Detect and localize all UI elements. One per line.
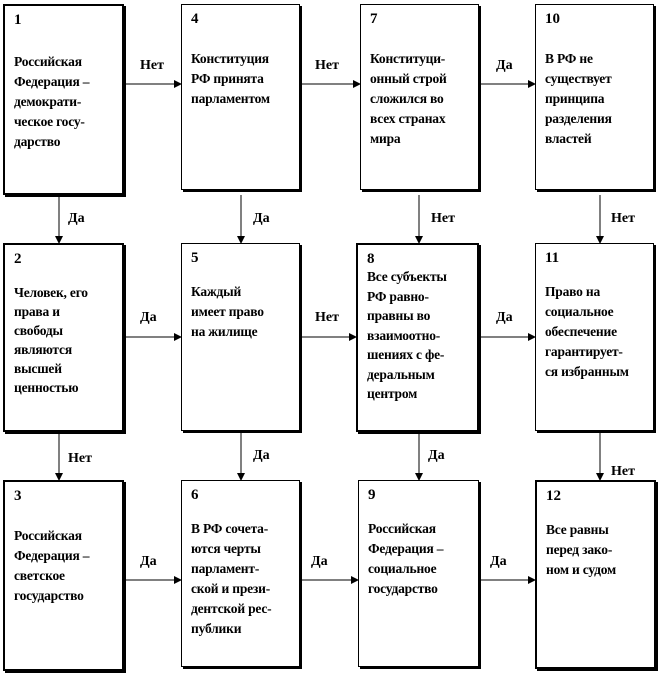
box-5-number: 5 bbox=[191, 250, 199, 266]
box-9 bbox=[358, 480, 479, 667]
box-6 bbox=[181, 480, 300, 667]
box-3-text: Российская Федерация – светское государство bbox=[14, 528, 90, 603]
box-8-text: Все субъекты РФ равно- правны во взаимоотно- шениях с фе- деральным центром bbox=[367, 269, 447, 401]
box-9-number: 9 bbox=[368, 487, 376, 503]
label-2-3: Нет bbox=[68, 451, 92, 466]
label-7-8: Нет bbox=[431, 211, 455, 226]
box-7 bbox=[360, 4, 479, 190]
label-5-8: Нет bbox=[315, 310, 339, 325]
box-3-number: 3 bbox=[14, 488, 22, 504]
box-4-text: Конституция РФ принята парламентом bbox=[191, 51, 270, 106]
box-2-number: 2 bbox=[14, 251, 22, 267]
box-12 bbox=[535, 480, 656, 669]
box-4-number: 4 bbox=[191, 11, 199, 27]
label-7-10: Да bbox=[496, 58, 513, 73]
box-12-text: Все равны перед зако- ном и судом bbox=[546, 522, 617, 577]
box-10-text: В РФ не существует принципа разделения властей bbox=[545, 51, 612, 146]
box-2-text: Человек, его права и свободы являются высшей ценностью bbox=[14, 285, 88, 395]
box-1 bbox=[3, 4, 124, 195]
label-4-7: Нет bbox=[315, 58, 339, 73]
label-11-12: Нет bbox=[611, 464, 635, 479]
box-5-text: Каждый имеет право на жилище bbox=[191, 284, 264, 339]
box-11-text: Право на социальное обеспечение гарантирует- ся избранным bbox=[545, 284, 629, 379]
box-7-number: 7 bbox=[370, 11, 378, 27]
box-4 bbox=[181, 4, 300, 190]
box-8-number: 8 bbox=[367, 251, 375, 267]
box-6-text: В РФ сочета- ются черты парламент- ской и прези- дентской рес- публики bbox=[191, 521, 272, 636]
box-10-number: 10 bbox=[545, 11, 560, 27]
box-9-text: Российская Федерация – социальное государство bbox=[368, 521, 444, 596]
box-6-number: 6 bbox=[191, 487, 199, 503]
box-11 bbox=[535, 243, 654, 431]
box-8 bbox=[356, 243, 479, 432]
box-11-number: 11 bbox=[545, 250, 560, 266]
box-5 bbox=[181, 243, 300, 431]
label-8-11: Да bbox=[496, 310, 513, 325]
box-2 bbox=[3, 243, 124, 432]
label-8-9: Да bbox=[428, 448, 445, 463]
box-10 bbox=[535, 4, 654, 190]
box-3 bbox=[3, 480, 124, 671]
label-6-9: Да bbox=[311, 554, 328, 569]
box-12-number: 12 bbox=[546, 488, 561, 504]
box-7-text: Конституци- онный строй сложился во всех странах мира bbox=[370, 51, 447, 146]
label-5-6: Да bbox=[253, 448, 270, 463]
box-1-text: Российская Федерация – демократи- ческое госу- дарство bbox=[14, 54, 90, 149]
label-4-5: Да bbox=[253, 211, 270, 226]
label-1-4: Нет bbox=[140, 58, 164, 73]
label-2-5: Да bbox=[140, 310, 157, 325]
box-1-number: 1 bbox=[14, 12, 22, 28]
label-9-12: Да bbox=[490, 554, 507, 569]
label-3-6: Да bbox=[140, 554, 157, 569]
label-10-11: Нет bbox=[611, 211, 635, 226]
label-1-2: Да bbox=[68, 211, 85, 226]
